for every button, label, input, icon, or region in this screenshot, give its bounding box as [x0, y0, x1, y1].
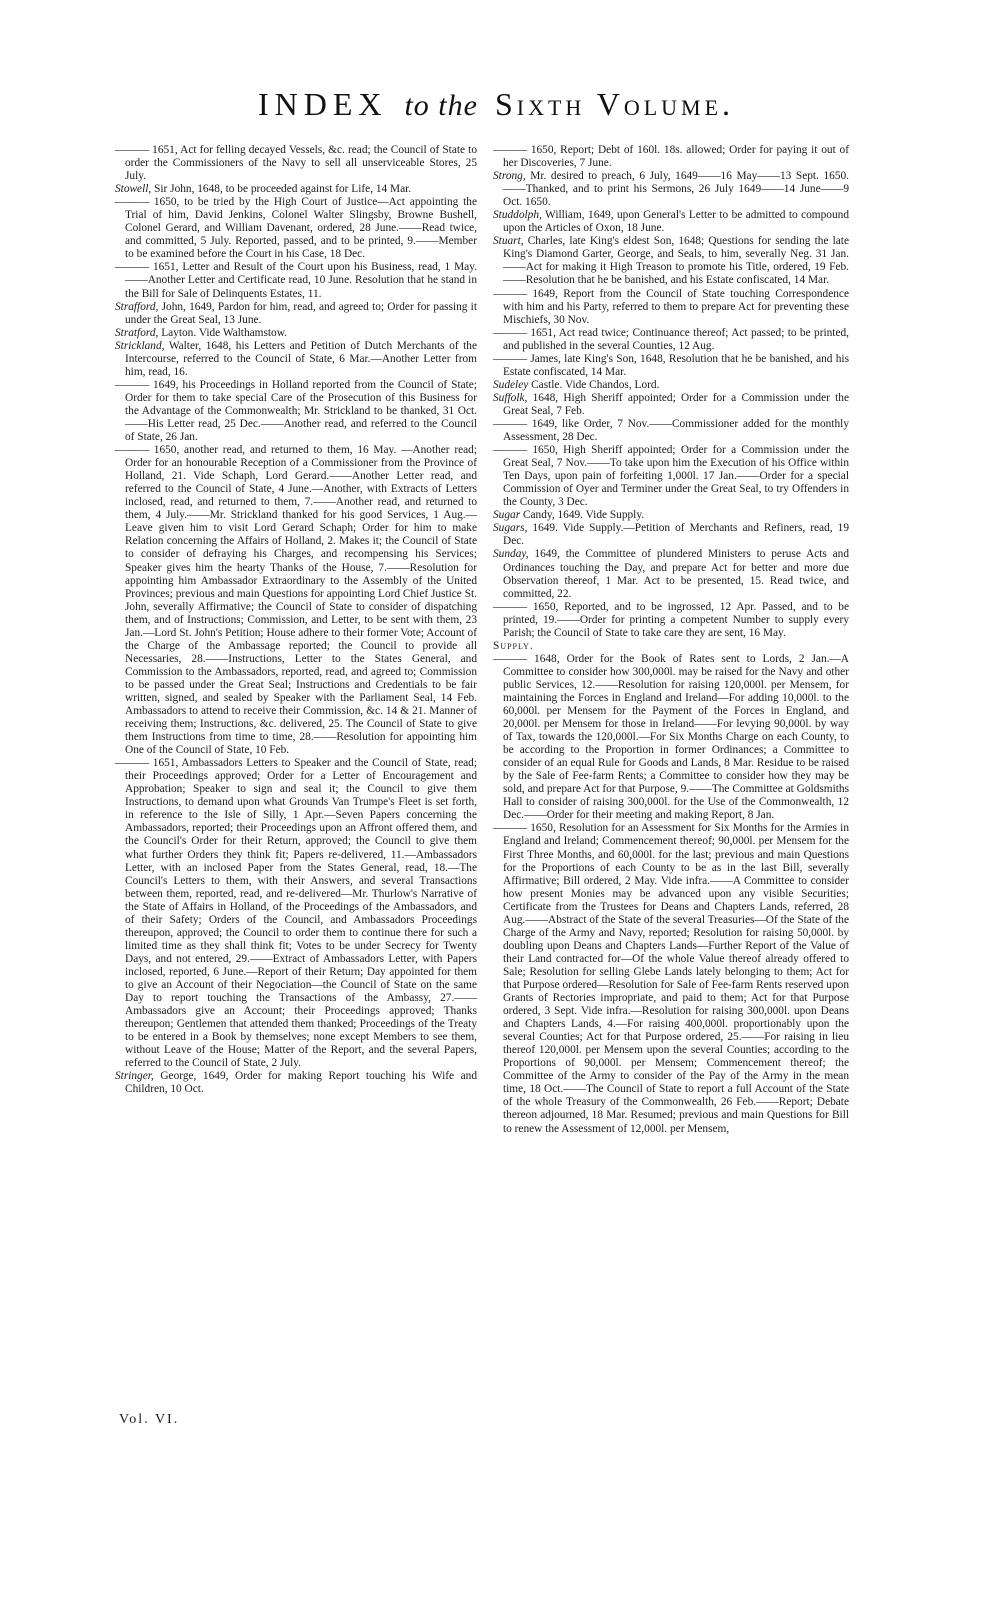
entry-text: Sir John, 1648, to be proceeded against for Life, 14 Mar. — [151, 183, 412, 196]
entry-headword: Sugar — [493, 509, 521, 522]
index-entry — [115, 379, 477, 444]
index-entry — [493, 144, 849, 170]
index-entry — [115, 1070, 477, 1096]
index-entry — [493, 444, 849, 509]
index-entry — [493, 235, 849, 287]
entry-text: ——— 1650, another read, and returned to them, 16 May. —Another read; Order for an honourable Reception of a Commissioner from the Province of Holland, 21. Vide Schaph, Lord Gerard.——Another Letter read, and referred to the Council of State, 4 June.—Another, with Extracts of Letters inclosed, read, and returned to them, 7.——Another read, and returned to them, 4 July.——Mr. Strickland thanked for his good Services, 1 Aug.—Leave given him to visit Lord Gerard Schaph; Order for him to make Relation concerning the Affairs of Holland, 2. Makes it; the Council of State to consider of defraying his Charges, and recompensing his Services; Speaker gives him the hearty Thanks of the House, 7.——Resolution for appointing him Ambassador Extraordinary to the Assembly of the United Provinces; previous and main Questions for appointing Lord Chief Justice St. John, severally Affirmative; the Council of State to consider of dispatching them, and of Instructions; Commission, and Letter, to be sent with them, 23 Jan.—Lord St. John's Petition; House adhere to their former Vote; Account of the Charge of the Ambassage reported; the Council to provide all Necessaries, 28.——Instructions, Letter to the States General, and Commission to the Ambassadors, reported, read, and agreed to; Commission to be passed under the Great Seal; Instructions and Credentials to be fair written, signed, and sealed by Speaker with the Parliament Seal, 14 Feb. Ambassadors to attend to receive their Commission, &c. 14 & 21. Manner of receiving them; Instructions, &c. delivered, 25. The Council of State to give them Instructions from time to time, 28.——Resolution for appointing him One of the Council of State, 10 Feb. — [115, 444, 477, 757]
entry-text: 1648, High Sheriff appointed; Order for a Commission under the Great Seal, 7 Feb. — [503, 391, 849, 417]
entry-headword: Stuart, — [493, 235, 524, 248]
index-entry — [493, 822, 849, 1135]
index-entry — [115, 757, 477, 1070]
index-entry — [493, 392, 849, 418]
header-volume: Sixth Volume. — [494, 86, 735, 122]
entry-text: Layton. Vide Walthamstow. — [158, 326, 288, 339]
index-entry — [115, 196, 477, 261]
section-heading: Supply. — [493, 639, 534, 652]
entry-headword: Sugars, — [493, 522, 528, 535]
entry-text: ——— 1651, Act read twice; Continuance thereof; Act passed; to be printed, and published in the several Counties, 12 Aug. — [493, 326, 849, 352]
entry-text: ——— 1650, to be tried by the High Court of Justice—Act appointing the Trial of him, David Jenkins, Colonel Walter Slingsby, Browne Bushell, Colonel Gerard, and William Davenant, ordered, 28 June.——Read twice, and committed, 5 July. Reported, passed, and to be printed, 9.——Member to be examined before the Court in his Case, 18 Dec. — [115, 196, 477, 261]
entry-headword: Stratford, — [115, 326, 159, 339]
index-entry — [493, 418, 849, 444]
entry-headword: Suffolk, — [493, 391, 528, 404]
index-entry — [115, 183, 477, 196]
entry-text: ——— 1650, Reported, and to be ingrossed, 12 Apr. Passed, and to be printed, 19.——Order for printing a competent Number to supply every Parish; the Council of State to take care they are sent, 16 May. — [493, 600, 849, 639]
index-entry — [493, 601, 849, 640]
index-entry — [493, 170, 849, 209]
left-column — [115, 144, 477, 1096]
entry-text: Candy, 1649. Vide Supply. — [520, 509, 645, 522]
entry-text: ——— 1649, like Order, 7 Nov.——Commissioner added for the monthly Assessment, 28 Dec. — [493, 417, 849, 444]
entry-text: ——— 1650, High Sheriff appointed; Order for a Commission under the Great Seal, 7 Nov.——To take upon him the Execution of his Office within Ten Days, upon pain of forfeiting 1,000l. 17 Jan.——Order for a special Commission of Oyer and Terminer under the Great Seal, to try Offenders in the County, 3 Dec. — [493, 444, 849, 509]
entry-text: ——— 1651, Act for felling decayed Vessels, &c. read; the Council of State to order the Commissioners of the Navy to sell all unserviceable Stores, 25 July. — [115, 144, 477, 183]
entry-text: Mr. desired to preach, 6 July, 1649——16 May——13 Sept. 1650.——Thanked, and to print his Sermons, 26 July 1649——14 June——9 Oct. 1650. — [503, 170, 849, 209]
index-entry — [493, 288, 849, 327]
volume-footer: Vol. VI. — [119, 1412, 180, 1427]
entry-text: Castle. Vide Chandos, Lord. — [528, 378, 660, 391]
index-entry — [115, 144, 477, 183]
entry-text: 1649, the Committee of plundered Ministers to peruse Acts and Ordinances touching the Day, and prepare Act for better and more due Observation thereof, 1 Mar. Act to be presented, 15. Read twice, and committed, 22. — [503, 548, 849, 600]
index-entry — [493, 548, 849, 600]
index-entry — [493, 653, 849, 823]
page-header — [0, 86, 992, 123]
index-entry — [115, 301, 477, 327]
entry-text: Charles, late King's eldest Son, 1648; Questions for sending the late King's Diamond Garter, George, and Seals, to him, severally Neg. 31 Jan.——Act for making it High Treason to promote his Title, ordered, 19 Feb.——Resolution that he be banished, and his Estate confiscated, 14 Mar. — [503, 235, 849, 287]
index-entry — [493, 379, 849, 392]
index-entry — [493, 353, 849, 379]
index-entry — [493, 509, 849, 522]
header-index: INDEX — [257, 86, 388, 122]
entry-headword: Sunday, — [493, 548, 529, 561]
index-entry — [493, 522, 849, 548]
entry-headword: Studdolph, — [493, 209, 542, 222]
entry-text: ——— 1651, Letter and Result of the Court upon his Business, read, 1 May.——Another Letter and Certificate read, 10 June. Resolution that he stand in the Bill for Sale of Delinquents Estates, 11. — [115, 261, 477, 300]
index-entry — [115, 444, 477, 757]
entry-text: George, 1649, Order for making Report touching his Wife and Children, 10 Oct. — [125, 1070, 477, 1096]
entry-headword: Strickland, — [115, 339, 165, 352]
entry-text: ——— 1649, Report from the Council of State touching Correspondence with him and his Party, referred to them to prepare Act for preventing these Mischiefs, 30 Nov. — [493, 287, 849, 326]
header-to-the: to the — [404, 89, 478, 122]
entry-text: ——— 1650, Resolution for an Assessment for Six Months for the Armies in England and Ireland; Commencement thereof; 90,000l. per Mensem for the First Three Months, and 60,000l. for the last; previous and main Questions for the Proportions of each County to be as in the last Bill, severally Affirmative; Bill ordered, 2 May. Vide infra.——A Committee to consider how present Monies may be advanced upon any visible Securities; Certificate from the Trustees for Deans and Chapters Lands, referred, 28 Aug.——Abstract of the State of the several Treasuries—Of the State of the Charge of the Army and Navy, reported; Resolution for raising 50,000l. by doubling upon Deans and Chapters Lands—Further Report of the Value of their Land contracted for—Of the whole Value thereof already offered to Sale; Resolution for selling Glebe Lands lately belonging to them; Act for that Purpose ordered—Resolution for Sale of Fee-farm Rents reserved upon Grants of Rectories impropriate, and paid to them; Act for that Purpose ordered, 3 Sept. Vide infra.—Resolution for raising 300,000l. upon Deans and Chapters Lands, 4.—For raising 400,000l. proportionably upon the several Counties; Act for that Purpose ordered, 25.——For raising in lieu thereof 120,000l. per Mensem upon the several Counties; according to the Proportions of 90,000l. per Mensem; Commencement thereof; the Committee of the Army to consider of the Pay of the Army in the mean time, 18 Oct.——The Council of State to report a full Account of the State of the whole Treasury of the Commonwealth, 26 Feb.——Report; Debate thereon adjourned, 18 Mar. Resumed; previous and main Questions for Bill to renew the Assessment of 12,000l. per Mensem, — [493, 822, 849, 1135]
entry-headword: Stowell, — [115, 183, 152, 196]
entry-text: Walter, 1648, his Letters and Petition of Dutch Merchants of the Intercourse, referred to the Council of State, 6 Mar.—Another Letter from him, read, 16. — [125, 339, 477, 378]
entry-text: ——— 1649, his Proceedings in Holland reported from the Council of State; Order for them to take special Care of the Prosecution of this Business for the Advantage of the Commonwealth; Mr. Strickland to be thanked, 31 Oct.——His Letter read, 25 Dec.——Another read, and referred to the Council of State, 26 Jan. — [115, 378, 477, 444]
index-entry — [115, 327, 477, 340]
entry-text: ——— 1650, Report; Debt of 160l. 18s. allowed; Order for paying it out of her Discoveries, 7 June. — [493, 144, 849, 170]
index-entry — [115, 340, 477, 379]
entry-text: ——— James, late King's Son, 1648, Resolution that he be banished, and his Estate confiscated, 14 Mar. — [493, 352, 849, 378]
entry-text: John, 1649, Pardon for him, read, and agreed to; Order for passing it under the Great Seal, 13 June. — [125, 300, 477, 326]
right-column — [493, 144, 849, 1136]
entry-text: ——— 1648, Order for the Book of Rates sent to Lords, 2 Jan.—A Committee to consider how 300,000l. may be raised for the Navy and other public Services, 12.——Resolution for raising 120,000l. per Mensem, for maintaining the Forces in England and Ireland—For adding 10,000l. to the 60,000l. per Mensem for the Payment of the Forces in England, and 20,000l. per Mensem for those in Ireland——For levying 90,000l. by way of Tax, towards the 120,000l.—For Six Months Charge on each County, to be according to the Proportion in former Ordinances; a Committee to consider of an equal Rule for Goods and Lands, 8 Mar. Residue to be raised by the Sale of Fee-farm Rents; a Committee to consider how they may be sold, and prepare Act for that Purpose, 9.——The Committee at Goldsmiths Hall to consider of raising 300,000l. for the Use of the Commonwealth, 12 Dec.——Order for their meeting and making Report, 8 Jan. — [493, 652, 849, 822]
entry-headword: Sudeley — [493, 378, 529, 391]
index-entry — [493, 209, 849, 235]
entry-text: William, 1649, upon General's Letter to be admitted to compound upon the Articles of Oxon, 18 June. — [503, 209, 849, 235]
entry-text: 1649. Vide Supply.—Petition of Merchants and Refiners, read, 19 Dec. — [503, 522, 849, 548]
index-entry — [493, 327, 849, 353]
entry-headword: Strong, — [493, 170, 526, 183]
index-entry — [115, 261, 477, 300]
entry-headword: Stringer, — [115, 1070, 154, 1083]
entry-text: ——— 1651, Ambassadors Letters to Speaker and the Council of State, read; their Proceedings approved; Order for a Letter of Encouragement and Approbation; Speaker to sign and seal it; the Council to give them Instructions, to demand upon what Grounds Van Trumpe's Fleet is set forth, in reference to the Isle of Silly, 1 Apr.—Seven Papers concerning the Ambassadors, reported; their Proceedings upon an Affront offered them, and the Council's Order for their Return, approved; the Council to give them what further Orders they think fit; Papers re-delivered, 11.—Ambassadors Letter, with an inclosed Paper from the States General, read, 18.—The Council's Letters to them, with their Answers, and several Transactions between them, reported, read, and re-delivered—Mr. Thurlow's Narrative of the State of Affairs in Holland, of the Proceedings of the Ambassadors, and of their Safety; Orders of the Council, and Ambassadors Proceedings thereupon, approved; the Council to order them to continue there for such a limited time as they shall think fit; Votes to be under Secrecy for Twenty Days, and not entered, 29.——Extract of Ambassadors Letter, with Papers inclosed, reported, 6 June.—Report of their Return; Day appointed for them to give an Account of their Negociation—the Council of State on the same Day to report touching the Transactions of the Ambassy, 27.——Ambassadors give an Account; their Proceedings approved; Thanks thereupon; Gentlemen that attended them thanked; Proceedings of the Treaty to be entered in a Book by themselves; none except Members to see them, without Leave of the House; Matter of the Report, and the several Papers, referred to the Council of State, 2 July. — [115, 757, 477, 1070]
entry-headword: Strafford, — [115, 300, 159, 313]
